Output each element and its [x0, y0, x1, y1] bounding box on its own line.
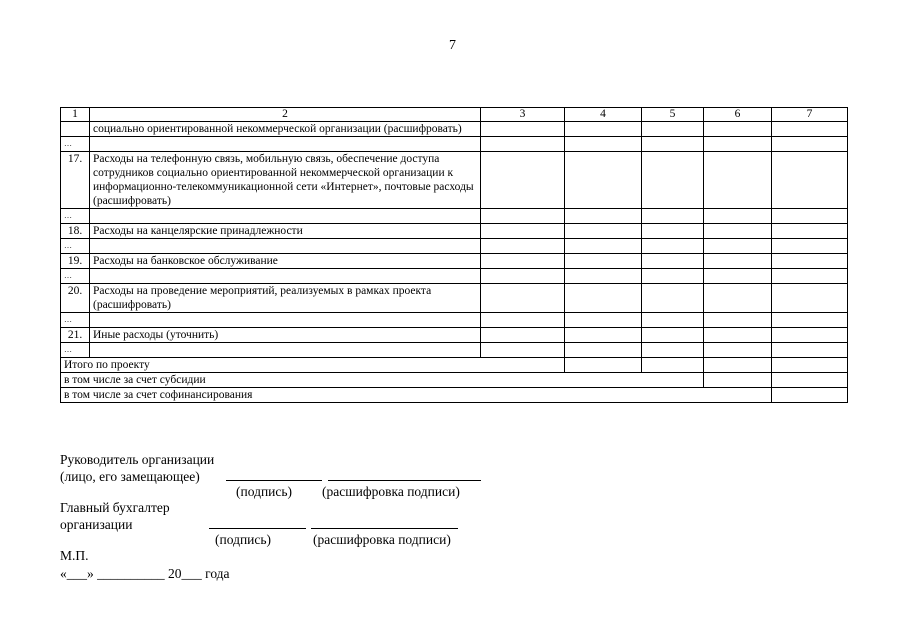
total-cofinancing-row	[61, 388, 848, 403]
amount-cell	[772, 284, 848, 313]
row-number: …	[61, 137, 90, 152]
row-description: Расходы на банковское обслуживание	[90, 254, 481, 269]
row-description	[90, 343, 481, 358]
table-row	[61, 328, 848, 343]
accountant-decoding-line	[311, 528, 458, 529]
amount-cell	[642, 269, 704, 284]
amount-cell	[772, 122, 848, 137]
head-decoding-caption: (расшифровка подписи)	[322, 484, 460, 499]
amount-cell	[704, 224, 772, 239]
amount-cell	[481, 343, 565, 358]
row-number: …	[61, 313, 90, 328]
column-header: 5	[642, 108, 704, 122]
amount-cell	[481, 239, 565, 254]
amount-cell	[481, 313, 565, 328]
amount-cell	[642, 224, 704, 239]
amount-cell	[704, 373, 772, 388]
head-signature-caption: (подпись)	[236, 484, 293, 499]
amount-cell	[481, 284, 565, 313]
row-number	[61, 122, 90, 137]
row-number: 20.	[61, 284, 90, 313]
column-header: 4	[565, 108, 642, 122]
amount-cell	[481, 224, 565, 239]
amount-cell	[772, 388, 848, 403]
amount-cell	[772, 373, 848, 388]
amount-cell	[565, 313, 642, 328]
row-description	[90, 313, 481, 328]
accountant-signature-line	[209, 528, 306, 529]
column-header: 2	[90, 108, 481, 122]
amount-cell	[565, 343, 642, 358]
budget-table	[60, 107, 848, 403]
amount-cell	[704, 284, 772, 313]
amount-cell	[772, 343, 848, 358]
row-number: …	[61, 239, 90, 254]
table-row	[61, 239, 848, 254]
amount-cell	[772, 224, 848, 239]
amount-cell	[642, 152, 704, 209]
amount-cell	[704, 269, 772, 284]
head-signature-line	[226, 480, 322, 481]
amount-cell	[772, 358, 848, 373]
amount-cell	[642, 239, 704, 254]
accountant-signature-caption: (подпись)	[215, 532, 272, 547]
amount-cell	[704, 358, 772, 373]
amount-cell	[704, 239, 772, 254]
table-row	[61, 209, 848, 224]
amount-cell	[704, 209, 772, 224]
row-number: 18.	[61, 224, 90, 239]
amount-cell	[772, 254, 848, 269]
amount-cell	[704, 254, 772, 269]
amount-cell	[565, 239, 642, 254]
amount-cell	[565, 269, 642, 284]
row-number: 17.	[61, 152, 90, 209]
amount-cell	[481, 269, 565, 284]
amount-cell	[772, 209, 848, 224]
column-header: 7	[772, 108, 848, 122]
head-decoding-line	[328, 480, 481, 481]
amount-cell	[565, 137, 642, 152]
amount-cell	[772, 328, 848, 343]
amount-cell	[565, 358, 642, 373]
page-number: 7	[449, 38, 456, 53]
amount-cell	[481, 137, 565, 152]
row-number: 19.	[61, 254, 90, 269]
amount-cell	[481, 254, 565, 269]
column-header: 3	[481, 108, 565, 122]
amount-cell	[772, 313, 848, 328]
table-row	[61, 343, 848, 358]
row-description	[90, 209, 481, 224]
amount-cell	[642, 284, 704, 313]
amount-cell	[565, 152, 642, 209]
amount-cell	[704, 328, 772, 343]
stamp-label: М.П.	[60, 548, 89, 563]
accountant-title: Главный бухгалтер организации	[60, 500, 170, 532]
amount-cell	[481, 122, 565, 137]
accountant-decoding-caption: (расшифровка подписи)	[313, 532, 451, 547]
amount-cell	[704, 313, 772, 328]
amount-cell	[565, 284, 642, 313]
table-header-row	[61, 108, 848, 122]
table-row	[61, 224, 848, 239]
table-row	[61, 254, 848, 269]
row-description: Расходы на канцелярские принадлежности	[90, 224, 481, 239]
amount-cell	[565, 122, 642, 137]
amount-cell	[642, 313, 704, 328]
amount-cell	[481, 328, 565, 343]
table-row	[61, 152, 848, 209]
amount-cell	[772, 137, 848, 152]
row-description: Расходы на телефонную связь, мобильную связь, обеспечение доступа сотрудников социально ориентированной некоммерческой организации к информационно-телекоммуникационной сети «Интернет», почтовые расходы (расшифровать)	[90, 152, 481, 209]
row-description	[90, 137, 481, 152]
amount-cell	[642, 358, 704, 373]
table-row	[61, 313, 848, 328]
row-number: …	[61, 343, 90, 358]
amount-cell	[704, 122, 772, 137]
total-label: в том числе за счет софинансирования	[61, 388, 772, 403]
amount-cell	[772, 152, 848, 209]
amount-cell	[642, 122, 704, 137]
amount-cell	[565, 328, 642, 343]
amount-cell	[481, 209, 565, 224]
row-description: социально ориентированной некоммерческой организации (расшифровать)	[90, 122, 481, 137]
amount-cell	[481, 152, 565, 209]
head-title: Руководитель организации (лицо, его замещающее)	[60, 452, 215, 484]
total-subsidy-row	[61, 373, 848, 388]
total-label: Итого по проекту	[61, 358, 565, 373]
amount-cell	[772, 269, 848, 284]
amount-cell	[642, 328, 704, 343]
date-line: «___» __________ 20___ года	[60, 566, 230, 581]
amount-cell	[642, 254, 704, 269]
amount-cell	[642, 343, 704, 358]
row-number: …	[61, 209, 90, 224]
table-row	[61, 269, 848, 284]
row-number: 21.	[61, 328, 90, 343]
amount-cell	[642, 209, 704, 224]
amount-cell	[772, 239, 848, 254]
amount-cell	[565, 254, 642, 269]
total-project-row	[61, 358, 848, 373]
row-number: …	[61, 269, 90, 284]
table-row	[61, 122, 848, 137]
amount-cell	[565, 224, 642, 239]
table-row	[61, 284, 848, 313]
table-row	[61, 137, 848, 152]
amount-cell	[565, 209, 642, 224]
total-label: в том числе за счет субсидии	[61, 373, 704, 388]
amount-cell	[642, 137, 704, 152]
amount-cell	[704, 152, 772, 209]
column-header: 1	[61, 108, 90, 122]
amount-cell	[704, 137, 772, 152]
amount-cell	[704, 343, 772, 358]
row-description	[90, 239, 481, 254]
row-description: Иные расходы (уточнить)	[90, 328, 481, 343]
column-header: 6	[704, 108, 772, 122]
row-description: Расходы на проведение мероприятий, реализуемых в рамках проекта (расшифровать)	[90, 284, 481, 313]
row-description	[90, 269, 481, 284]
